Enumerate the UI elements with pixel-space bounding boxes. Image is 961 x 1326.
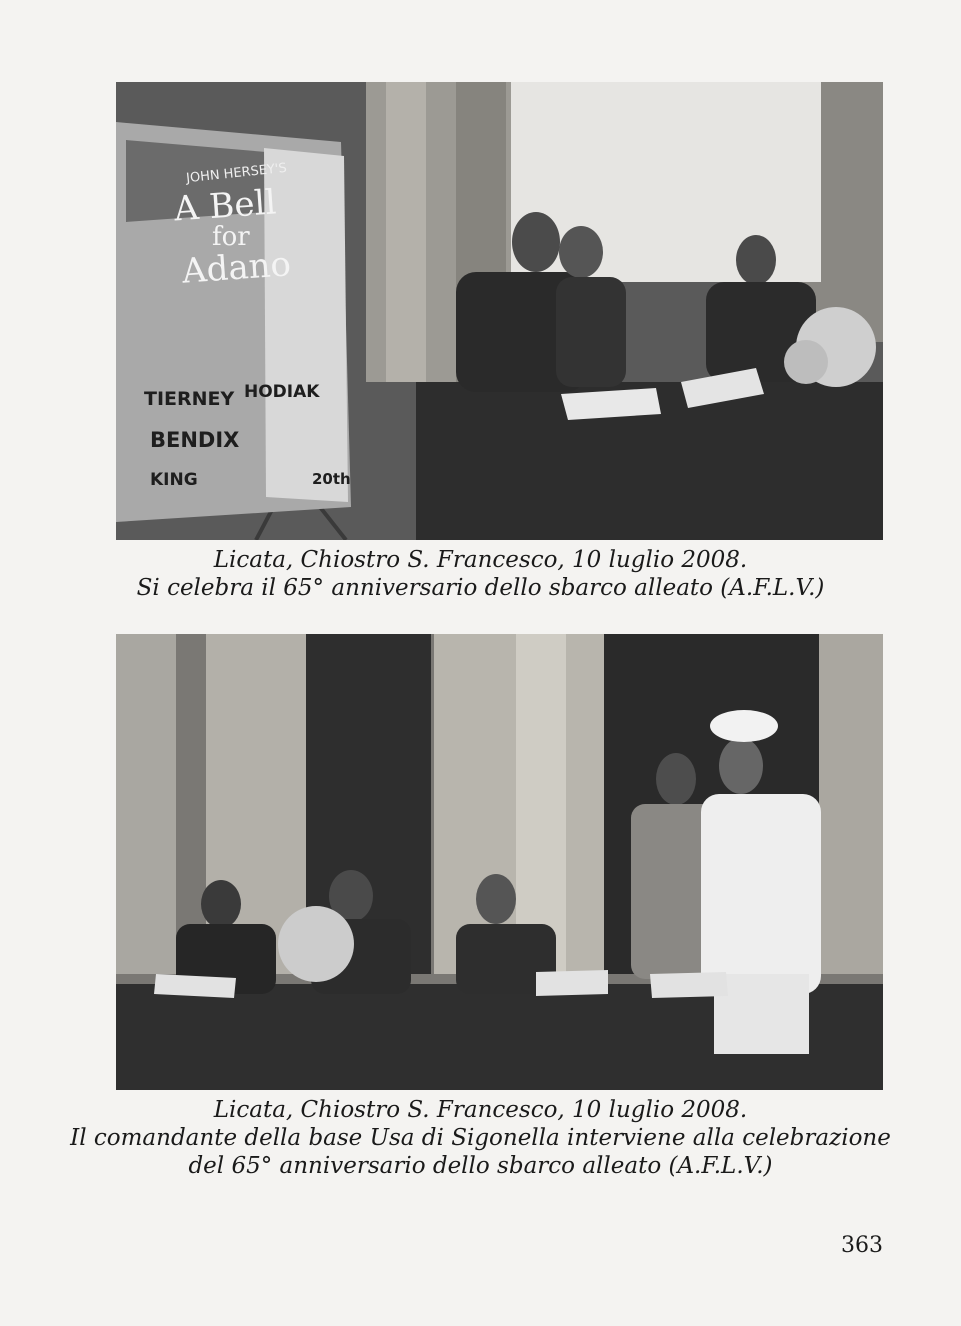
poster-header: JOHN HERSEY'S bbox=[185, 160, 288, 187]
caption-2-line-3: del 65° anniversario dello sbarco alleato (A.F.L.V.) bbox=[188, 1153, 773, 1179]
photo-caption-1 bbox=[0, 546, 961, 602]
poster-cast-2: HODIAK bbox=[244, 382, 320, 402]
caption-2-line-1: Licata, Chiostro S. Francesco, 10 luglio 2008. bbox=[213, 1097, 748, 1123]
photo-commander-speech bbox=[116, 634, 883, 1090]
caption-1-line-2: Si celebra il 65° anniversario dello sbarco alleato (A.F.L.V.) bbox=[136, 575, 825, 601]
poster-title-line-3: Adano bbox=[180, 244, 293, 292]
poster-studio: 20th bbox=[312, 470, 351, 488]
poster-title-line-2: for bbox=[212, 222, 250, 252]
poster-cast-4: KING bbox=[150, 470, 198, 490]
poster-cast-1: TIERNEY bbox=[144, 388, 235, 410]
poster-cast-3: BENDIX bbox=[150, 428, 240, 452]
poster-title-line-1: A Bell bbox=[172, 182, 278, 230]
caption-2-line-2: Il comandante della base Usa di Sigonella interviene alla celebrazione bbox=[70, 1125, 891, 1151]
photo-caption-2 bbox=[0, 1096, 961, 1180]
caption-1-line-1: Licata, Chiostro S. Francesco, 10 luglio 2008. bbox=[213, 547, 748, 573]
photo-conference-poster bbox=[116, 82, 883, 540]
page-number: 363 bbox=[841, 1233, 883, 1258]
